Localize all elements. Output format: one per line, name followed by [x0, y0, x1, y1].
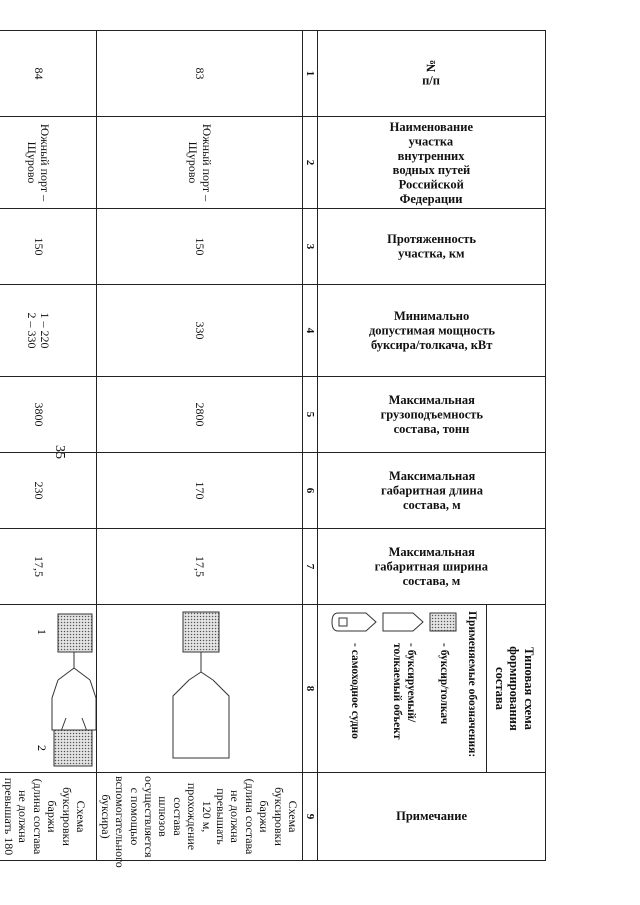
column-number: 6 [303, 453, 318, 529]
section-name: Южный порт – Щурово [0, 117, 96, 209]
row-number: 83 [96, 31, 302, 117]
column-number: 3 [303, 209, 318, 285]
header-power: Минимально допустимая мощность буксира/толкача, кВт [318, 285, 546, 377]
column-number: 9 [303, 773, 318, 861]
header-row [318, 31, 546, 861]
column-number: 8 [303, 605, 318, 773]
legend-label-barge: - буксируемый/ толкаемый объект [391, 643, 417, 740]
schema-label-2: 2 [34, 744, 49, 751]
legend-label-tug: - буксир/толкач [437, 643, 450, 725]
barge-outline-icon [381, 611, 425, 633]
row-note: Схема буксировки баржи (длина состава не должна превышать 180 [0, 773, 96, 861]
tow-max-length: 230 [0, 453, 96, 529]
tow-max-width: 17,5 [0, 529, 96, 605]
section-length: 150 [96, 209, 302, 285]
tow-schema-diagram [0, 605, 96, 773]
column-number-row [303, 31, 318, 861]
tow-max-length: 170 [96, 453, 302, 529]
header-capacity: Максимальная грузоподъемность состава, тонн [318, 377, 546, 453]
tow-capacity: 3800 [0, 377, 96, 453]
tow-max-width: 17,5 [96, 529, 302, 605]
header-note: Примечание [318, 773, 546, 861]
towing-scheme-84-icon [0, 606, 96, 772]
column-number: 5 [303, 377, 318, 453]
legend-item-barge [381, 611, 425, 766]
table-row-83 [96, 31, 302, 861]
column-number: 2 [303, 117, 318, 209]
table-row-84 [0, 31, 96, 861]
self-propelled-vessel-icon [330, 611, 378, 633]
row-number: 84 [0, 31, 96, 117]
tow-capacity: 2800 [96, 377, 302, 453]
header-schema: Типовая схема формирования состава Применяемые обозначения: - буксир/толкач - буксируемый/ толкаемый объект - самоходное судно [318, 605, 546, 773]
tug-power: 1 – 220 2 – 330 [0, 285, 96, 377]
tow-schema-diagram [96, 605, 302, 773]
legend-item-vessel [330, 611, 378, 766]
column-number: 4 [303, 285, 318, 377]
header-section-name: Наименование участка внутренних водных путей Российской Федерации [318, 117, 546, 209]
legend-item-tug [428, 611, 458, 766]
row-note: Схема буксировки баржи (длина состава не должна превышать 120 м, прохождение состава шлюзов осуществляется с помощью вспомогательного буксира) [96, 773, 302, 861]
column-number: 7 [303, 529, 318, 605]
legend-label-vessel: - самоходное судно [348, 643, 361, 739]
tow-composition-table [0, 30, 546, 868]
header-max-length: Максимальная габаритная длина состава, м [318, 453, 546, 529]
section-name: Южный порт – Щурово [96, 117, 302, 209]
header-max-width: Максимальная габаритная ширина состава, м [318, 529, 546, 605]
section-length: 150 [0, 209, 96, 285]
column-number: 1 [303, 31, 318, 117]
header-number: № п/п [318, 31, 546, 117]
schema-label-1: 1 [34, 628, 49, 635]
legend-title: Применяемые обозначения: [465, 611, 478, 758]
header-length: Протяженность участка, км [318, 209, 546, 285]
dotted-rect-icon [428, 611, 458, 633]
tug-power: 330 [96, 285, 302, 377]
page-number: 35 [52, 445, 67, 459]
towing-scheme-83-icon [149, 606, 253, 772]
legend [330, 611, 477, 766]
